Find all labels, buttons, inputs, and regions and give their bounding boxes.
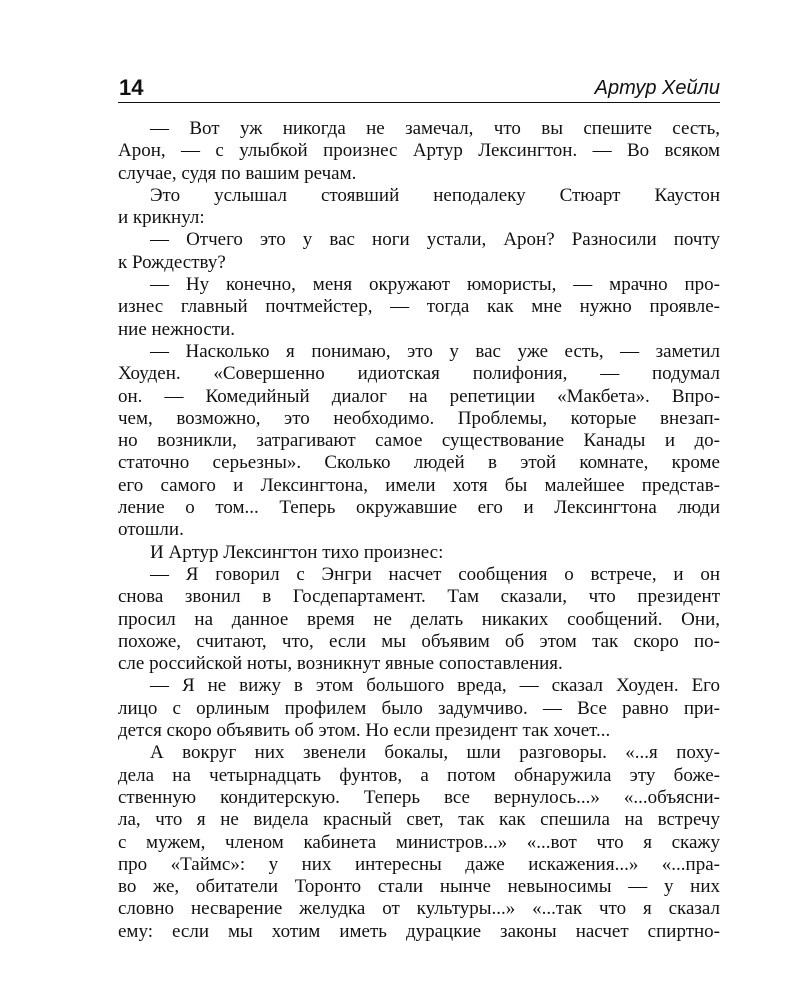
text-line: ему: если мы хотим иметь дурацкие законы насчет спиртно-: [118, 920, 720, 942]
text-line: случае, судя по вашим речам.: [118, 162, 357, 184]
text-line: Хоуден. «Совершенно идиотская полифония, — подумал: [118, 363, 720, 385]
text-line: ление о том... Теперь окружавшие его и Лексингтона люди: [118, 497, 720, 519]
text-line: просил на данное время не делать никаких сообщений. Они,: [118, 608, 720, 630]
text-line: Это услышал стоявший неподалеку Стюарт Каустон: [150, 184, 720, 206]
text-line: ние нежности.: [118, 318, 236, 340]
text-line: — Вот уж никогда не замечал, что вы спешите сесть,: [150, 118, 720, 139]
text-line: и крикнул:: [118, 207, 205, 229]
page-header: [118, 74, 720, 103]
text-line: но возникли, затрагивают самое существование Канады и до-: [118, 430, 720, 452]
text-line: чем, возможно, это необходимо. Проблемы, которые внезап-: [118, 407, 720, 429]
text-line: — Отчего это у вас ноги устали, Арон? Разносили почту: [150, 229, 720, 251]
text-line: лицо с орлиным профилем было задумчиво. — Все равно при-: [118, 697, 720, 719]
text-line: отошли.: [118, 519, 184, 541]
text-line: он. — Комедийный диалог на репетиции «Макбета». Впро-: [118, 385, 720, 407]
body-text: [118, 118, 720, 943]
text-line: словно несварение желудка от культуры...» «...так что я сказал: [118, 898, 720, 920]
text-line: во же, обитатели Торонто стали нынче невыносимы — у них: [118, 876, 720, 898]
text-line: — Я не вижу в этом большого вреда, — сказал Хоуден. Его: [150, 675, 720, 697]
text-line: дела на четырнадцать фунтов, а потом обнаружила эту боже-: [118, 764, 720, 786]
text-line: И Артур Лексингтон тихо произнес:: [150, 541, 444, 563]
text-line: — Ну конечно, меня окружают юмористы, — мрачно про-: [150, 274, 720, 296]
text-line: Арон, — с улыбкой произнес Артур Лексингтон. — Во всяком: [118, 140, 720, 162]
text-line: — Насколько я понимаю, это у вас уже есть, — заметил: [150, 340, 720, 362]
text-line: статочно серьезны». Сколько людей в этой комнате, кроме: [118, 452, 720, 474]
text-line: изнес главный почтмейстер, — тогда как мне нужно проявле-: [118, 296, 720, 318]
text-line: — Я говорил с Энгри насчет сообщения о встрече, и он: [150, 563, 720, 585]
text-line: А вокруг них звенели бокалы, шли разговоры. «...я поху-: [150, 742, 720, 764]
text-line: похоже, считают, что, если мы объявим об этом так скоро по-: [118, 630, 720, 652]
text-line: сле российской ноты, возникнут явные сопоставления.: [118, 653, 563, 675]
text-line: дется скоро объявить об этом. Но если президент так хочет...: [118, 720, 611, 742]
running-title-author: Артур Хейли: [594, 77, 720, 99]
text-line: с мужем, членом кабинета министров...» «...вот что я скажу: [118, 831, 720, 853]
text-line: ла, что я не видела красный свет, так как спешила на встречу: [118, 809, 720, 831]
text-line: ственную кондитерскую. Теперь все вернулось...» «...объясни-: [118, 786, 720, 808]
text-line: про «Таймс»: у них интересны даже искажения...» «...пра-: [118, 853, 720, 875]
text-line: к Рождеству?: [118, 251, 226, 273]
page-number: 14: [119, 75, 144, 100]
text-line: его самого и Лексингтона, имели хотя бы малейшее представ-: [118, 474, 720, 496]
text-line: снова звонил в Госдепартамент. Там сказали, что президент: [118, 586, 720, 608]
